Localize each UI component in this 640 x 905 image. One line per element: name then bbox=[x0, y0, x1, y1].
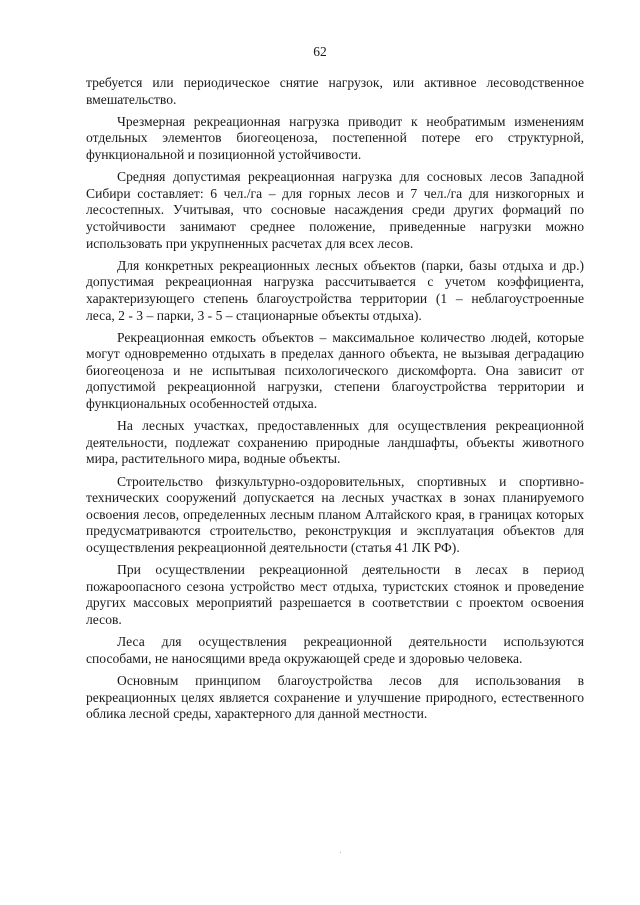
paragraph: Строительство физкультурно-оздоровительных, спортивных и спортивно-технических сооружений допускается на лесных участках в зонах планируемого освоения лесов, определенных лесным планом Алтайского края, в границах которых предусматриваются строительство, реконструкция и эксплуатация объектов для осуществления рекреационной деятельности (статья 41 ЛК РФ). bbox=[86, 473, 584, 555]
paragraph: Рекреационная емкость объектов – максимальное количество людей, которые могут одновременно отдыхать в пределах данного объекта, не вызывая деградацию биогеоценоза и не испытывая психологического дискомфорта. Она зависит от допустимой рекреационной нагрузки, степени благоустройства территории и функциональных особенностей отдыха. bbox=[86, 329, 584, 412]
paragraph: Чрезмерная рекреационная нагрузка приводит к необратимым изменениям отдельных элементов биогеоценоза, постепенной потере его структурной, функциональной и позиционной устойчивости. bbox=[86, 113, 584, 162]
paragraph-continued: требуется или периодическое снятие нагрузок, или активное лесоводственное вмешательство. bbox=[86, 75, 584, 107]
paragraph: При осуществлении рекреационной деятельности в лесах в период пожароопасного сезона устройство мест отдыха, туристских стоянок и проведение других массовых мероприятий разрешается в соответствии с проектом освоения лесов. bbox=[86, 562, 584, 627]
paragraph: На лесных участках, предоставленных для осуществления рекреационной деятельности, подлежат сохранению природные ландшафты, объекты животного мира, растительного мира, водные объекты. bbox=[86, 418, 584, 467]
paragraph: Средняя допустимая рекреационная нагрузка для сосновых лесов Западной Сибири составляет: 6 чел./га – для горных лесов и 7 чел./га для низкогорных и лесостепных. Учитывая, что сосновые насаждения среди других формаций по устойчивости занимают среднее положение, приведенные нагрузки можно использовать при укрупненных расчетах для всех лесов. bbox=[86, 169, 584, 251]
paragraph: Основным принципом благоустройства лесов для использования в рекреационных целях является сохранение и улучшение природного, естественного облика лесной среды, характерного для данной местности. bbox=[86, 672, 584, 722]
scan-artifact bbox=[340, 852, 341, 853]
page-number: 62 bbox=[313, 44, 327, 59]
body-text bbox=[86, 75, 584, 728]
paragraph: Для конкретных рекреационных лесных объектов (парки, базы отдыха и др.) допустимая рекреационная нагрузка рассчитывается с учетом коэффициента, характеризующего степень благоустройства территории (1 – неблагоустроенные леса, 2 - 3 – парки, 3 - 5 – стационарные объекты отдыха). bbox=[86, 257, 584, 323]
paragraph: Леса для осуществления рекреационной деятельности используются способами, не наносящими вреда окружающей среде и здоровью человека. bbox=[86, 634, 584, 666]
